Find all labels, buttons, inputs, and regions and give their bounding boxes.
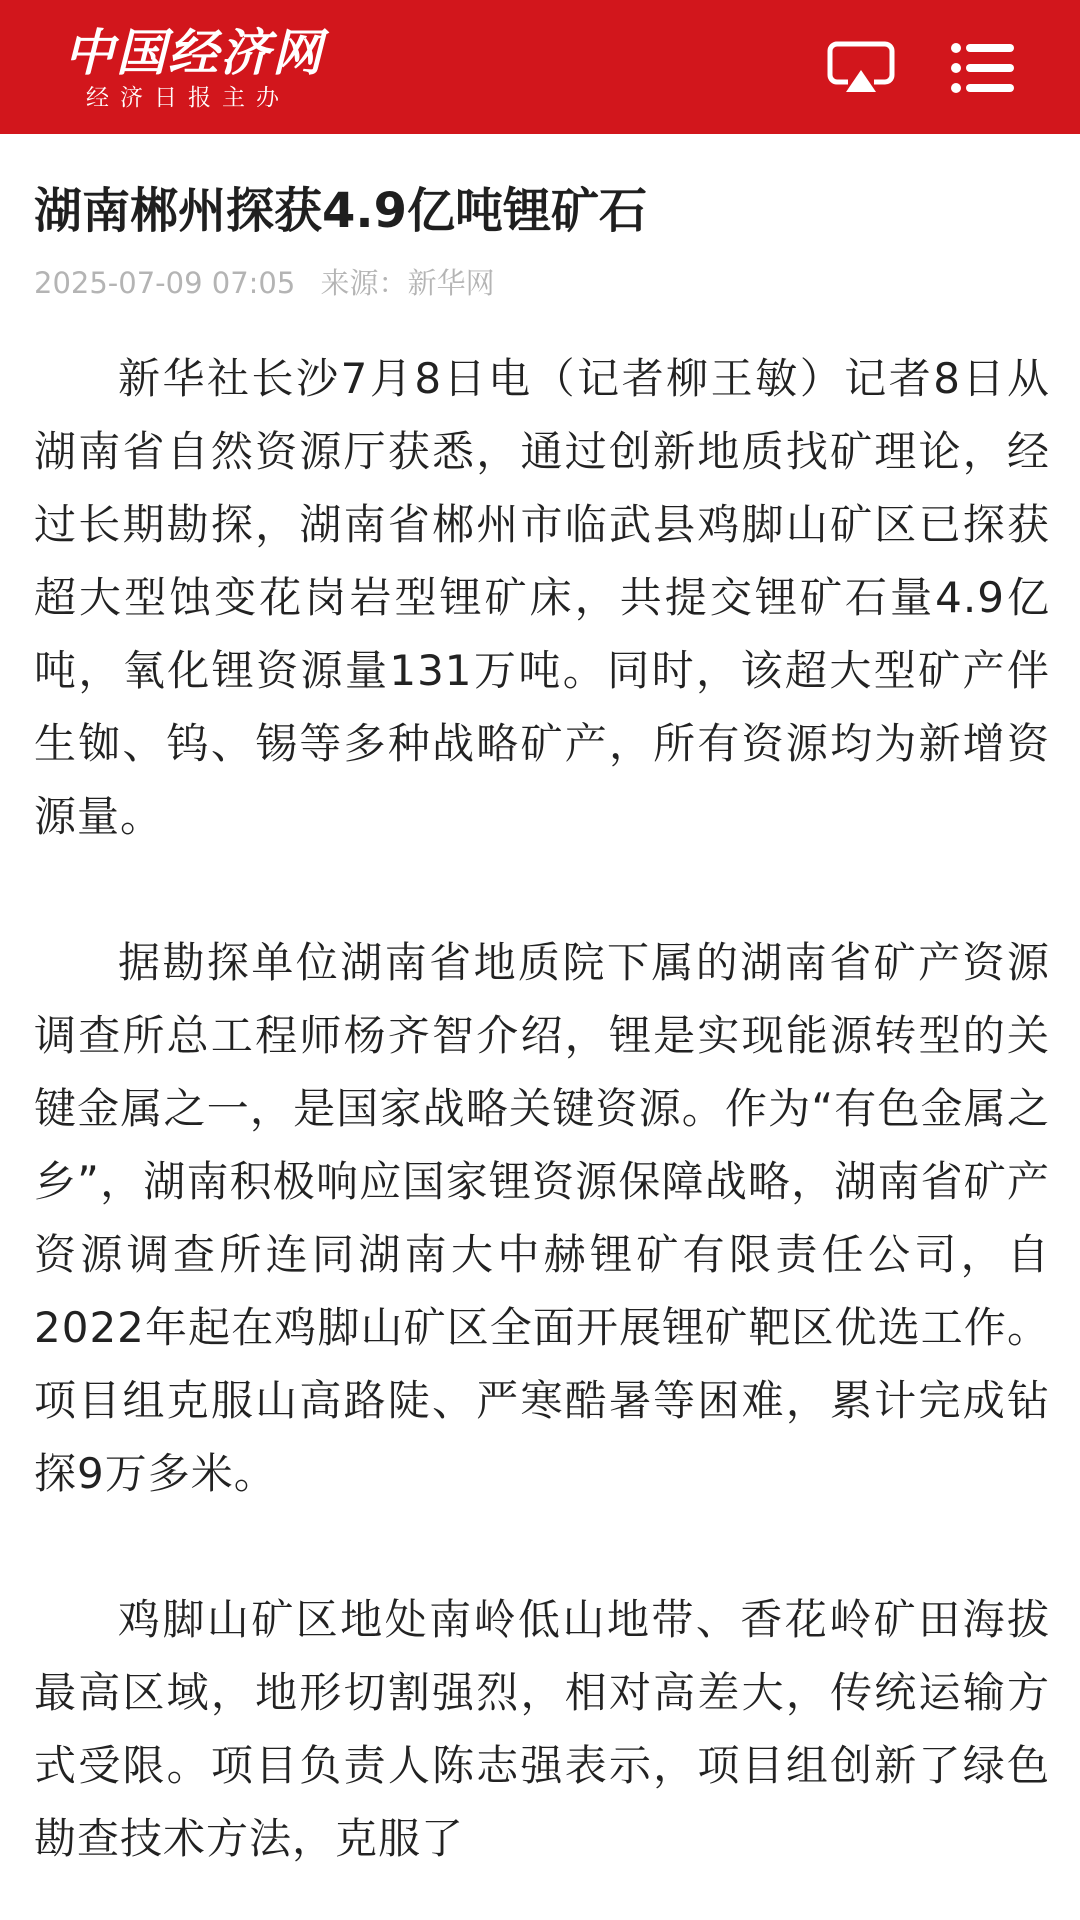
cast-screen-icon	[826, 40, 896, 96]
logo-title: 中国经济网	[64, 23, 324, 82]
article-paragraph-1: 新华社长沙7月8日电（记者柳王敏）记者8日从湖南省自然资源厅获悉，通过创新地质找矿理论，经过长期勘探，湖南省郴州市临武县鸡脚山矿区已探获超大型蚀变花岗岩型锂矿床，共提交锂矿石量4.9亿吨，氧化锂资源量131万吨。同时，该超大型矿产伴生铷、钨、锡等多种战略矿产，所有资源均为新增资源量。	[34, 354, 1050, 841]
source-label: 来源：	[320, 266, 408, 300]
cast-screen-button[interactable]	[826, 40, 896, 96]
publish-date: 2025-07-09 07:05	[34, 266, 296, 300]
article-content	[34, 134, 1050, 1920]
article-meta	[34, 264, 1050, 302]
article-body	[34, 342, 1050, 1875]
article-paragraph-2: 据勘探单位湖南省地质院下属的湖南省矿产资源调查所总工程师杨齐智介绍，锂是实现能源转型的关键金属之一，是国家战略关键资源。作为“有色金属之乡”，湖南积极响应国家锂资源保障战略，湖南省矿产资源调查所连同湖南大中赫锂矿有限责任公司，自2022年起在鸡脚山矿区全面开展锂矿靶区优选工作。项目组克服山高路陡、严寒酷暑等困难，累计完成钻探9万多米。	[34, 938, 1050, 1498]
top-header-bar	[0, 0, 1080, 134]
article-title: 湖南郴州探获4.9亿吨锂矿石	[34, 183, 648, 239]
article-source[interactable]: 新华网	[407, 266, 495, 300]
logo-subtitle: 经济日报主办	[86, 85, 290, 111]
menu-icon	[950, 40, 1016, 96]
menu-button[interactable]	[950, 40, 1016, 96]
article-paragraph-3: 鸡脚山矿区地处南岭低山地带、香花岭矿田海拔最高区域，地形切割强烈，相对高差大，传统运输方式受限。项目负责人陈志强表示，项目组创新了绿色勘查技术方法，克服了	[34, 1595, 1050, 1863]
site-logo[interactable]	[64, 23, 364, 116]
